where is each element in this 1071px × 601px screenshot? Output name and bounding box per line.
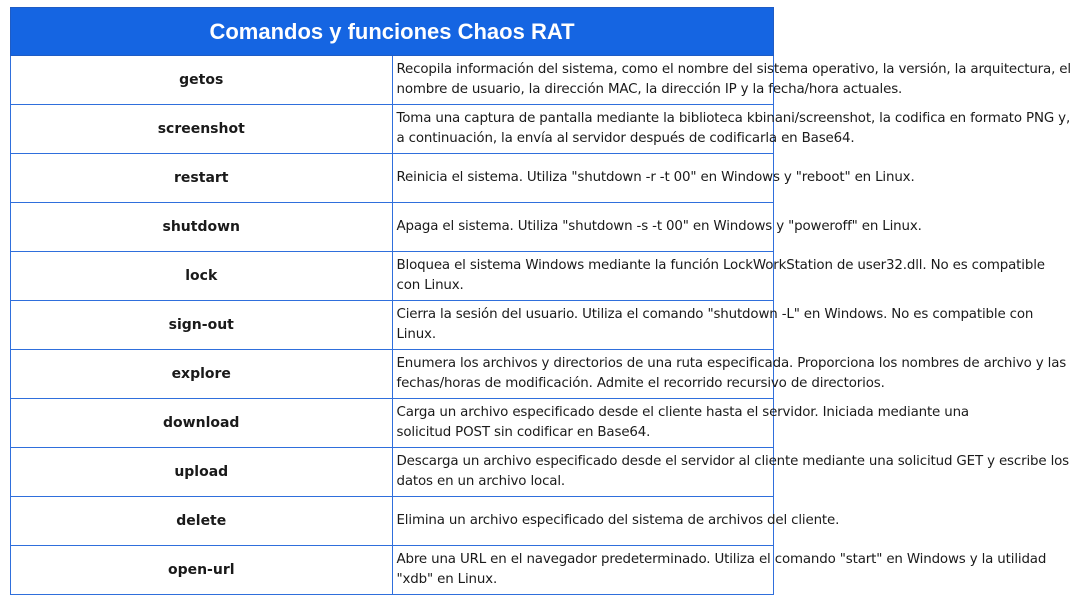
table-row — [11, 252, 774, 301]
command-name: screenshot — [11, 105, 393, 154]
table-row — [11, 301, 774, 350]
table-row — [11, 546, 774, 595]
command-name: upload — [11, 448, 393, 497]
description-line: Recopila información del sistema, como el nombre del sistema operativo, la versión, la arquitectura, el — [396, 62, 1071, 77]
description-line: Linux. — [396, 327, 436, 342]
command-name: sign-out — [11, 301, 393, 350]
table-body — [11, 56, 1071, 595]
command-name: delete — [11, 497, 393, 546]
command-description — [392, 154, 915, 203]
command-name: lock — [11, 252, 393, 301]
table-row — [11, 203, 774, 252]
command-description — [392, 301, 1034, 350]
command-name: download — [11, 399, 393, 448]
command-description — [392, 203, 922, 252]
command-name: shutdown — [11, 203, 393, 252]
table-header-row — [11, 8, 774, 56]
description-line: datos en un archivo local. — [396, 474, 566, 489]
commands-table-container — [10, 7, 1071, 595]
command-name: restart — [11, 154, 393, 203]
description-line: nombre de usuario, la dirección MAC, la dirección IP y la fecha/hora actuales. — [396, 82, 903, 97]
command-description — [392, 252, 1045, 301]
command-description — [392, 350, 1067, 399]
description-line: Descarga un archivo especificado desde el servidor al cliente mediante una solicitud GET y escribe los — [396, 454, 1070, 469]
description-line: Cierra la sesión del usuario. Utiliza el comando "shutdown -L" en Windows. No es compatible con — [396, 307, 1034, 322]
command-description — [392, 399, 969, 448]
command-description — [392, 105, 1071, 154]
table-row — [11, 350, 774, 399]
table-row — [11, 448, 774, 497]
command-description — [392, 497, 840, 546]
description-line: Abre una URL en el navegador predeterminado. Utiliza el comando "start" en Windows y la utilidad — [396, 552, 1047, 567]
description-line: solicitud POST sin codificar en Base64. — [396, 425, 651, 440]
description-line: con Linux. — [396, 278, 464, 293]
description-line: Enumera los archivos y directorios de una ruta especificada. Proporciona los nombres de archivo y las — [396, 356, 1067, 371]
description-line: Toma una captura de pantalla mediante la biblioteca kbinani/screenshot, la codifica en formato PNG y, — [396, 111, 1071, 126]
description-line: "xdb" en Linux. — [396, 572, 498, 587]
command-description — [392, 448, 1070, 497]
table-row — [11, 399, 774, 448]
command-description — [392, 56, 1071, 105]
description-line: Reinicia el sistema. Utiliza "shutdown -r -t 00" en Windows y "reboot" en Linux. — [396, 170, 915, 185]
command-name: explore — [11, 350, 393, 399]
table-row — [11, 154, 774, 203]
description-line: Carga un archivo especificado desde el cliente hasta el servidor. Iniciada mediante una — [396, 405, 969, 420]
table-row — [11, 497, 774, 546]
description-line: a continuación, la envía al servidor después de codificarla en Base64. — [396, 131, 855, 146]
command-name: open-url — [11, 546, 393, 595]
command-name: getos — [11, 56, 393, 105]
table-row — [11, 105, 774, 154]
commands-table — [10, 7, 1071, 595]
description-line: Elimina un archivo especificado del sistema de archivos del cliente. — [396, 513, 840, 528]
description-line: Bloquea el sistema Windows mediante la función LockWorkStation de user32.dll. No es compatible — [396, 258, 1045, 273]
description-line: Apaga el sistema. Utiliza "shutdown -s -t 00" en Windows y "poweroff" en Linux. — [396, 219, 922, 234]
table-title: Comandos y funciones Chaos RAT — [11, 8, 774, 56]
description-line: fechas/horas de modificación. Admite el recorrido recursivo de directorios. — [396, 376, 885, 391]
command-description — [392, 546, 1047, 595]
table-row — [11, 56, 774, 105]
